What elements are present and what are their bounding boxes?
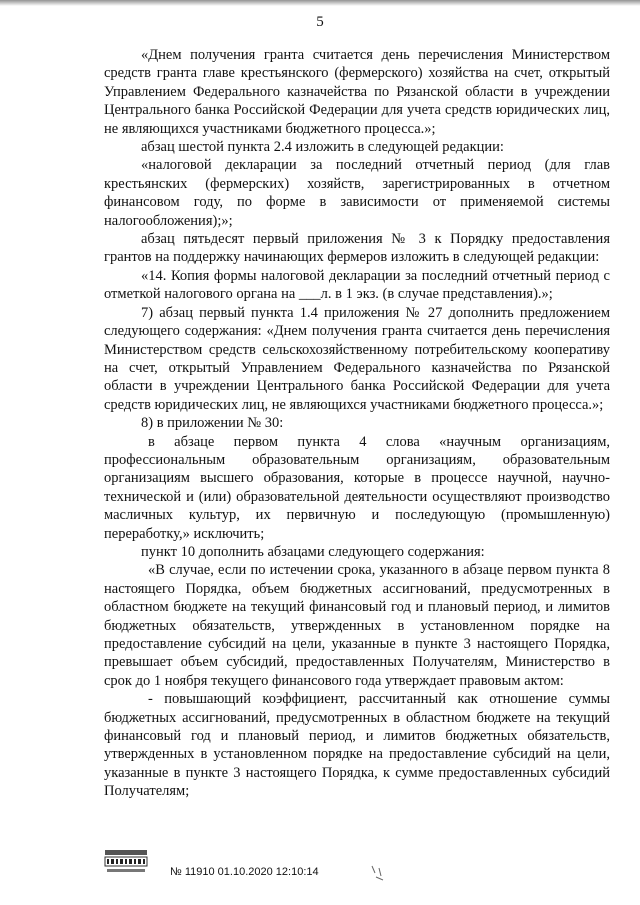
paragraph-grant-day: «Днем получения гранта считается день перечисления Министерством средств гранта главе крестьянского (фермерского) хозяйства на счет, открытый Управлением Федерального казначейства по Рязанской области в учреждении Центрального банка Российской Федерации для учета средств юридических лиц, не являющихся участниками бюджетного процесса.»; bbox=[104, 47, 610, 137]
paragraph-appendix-3: абзац пятьдесят первый приложения № 3 к Порядку предоставления грантов на поддержку начинающих фермеров изложить в следующей редакции: bbox=[104, 231, 610, 266]
paragraph-tax-declaration: «налоговой декларации за последний отчетный период (для глав крестьянских (фермерских) хозяйств, зарегистрированных в отчетном финансовом году, по форме в зависимости от применяемой системы налогообложения);»; bbox=[104, 157, 610, 229]
paragraph-item-10: пункт 10 дополнить абзацами следующего содержания: bbox=[141, 543, 485, 560]
paragraph-item-2-4: абзац шестой пункта 2.4 изложить в следующей редакции: bbox=[141, 139, 504, 156]
paragraph-item-14: «14. Копия формы налоговой декларации за последний отчетный период с отметкой налогового органа на ___л. в 1 экз. (в случае представления).»; bbox=[104, 267, 610, 303]
registration-number: № 11910 01.10.2020 12:10:14 bbox=[170, 866, 319, 878]
document-footer bbox=[104, 848, 610, 888]
paragraph-coefficient: - повышающий коэффициент, рассчитанный как отношение суммы бюджетных ассигнований, предусмотренных в областном бюджете на текущий финансовый год и плановый период, и лимитов бюджетных обязательств, утвержденных в установленном порядке на предоставление субсидий на цели, указанные в пункте 3 настоящего Порядка, к сумме предоставленных субсидий Получателям; bbox=[104, 691, 610, 800]
paragraph-item-4-words: в абзаце первом пункта 4 слова «научным организациям, профессиональным образовательным организациям, образовательным организациям высшего образования, которые в процессе научной, научно-технической и (или) образовательной деятельности осуществляют производство масличных культур, их первичную и последующую (промышленную) переработку,» исключить; bbox=[104, 433, 610, 542]
page-number: 5 bbox=[316, 14, 324, 30]
barcode-stamp-icon bbox=[104, 848, 148, 876]
scan-top-edge bbox=[0, 0, 640, 6]
paragraph-budget-case: «В случае, если по истечении срока, указанного в абзаце первом пункта 8 настоящего Порядка, объем бюджетных ассигнований, предусмотренных в областном бюджете на текущий финансовый год и плановый период, и лимитов бюджетных обязательств, утвержденных в установленном порядке на предоставление субсидий на цели, указанные в пункте 3 настоящего Порядка, превышает объем субсидий, предоставленных Получателям, Министерство в срок до 1 ноября текущего финансового года утверждает правовым актом: bbox=[104, 562, 610, 689]
document-body bbox=[104, 46, 610, 801]
scan-mark-icon bbox=[370, 864, 386, 882]
paragraph-item-7: 7) абзац первый пункта 1.4 приложения № 27 дополнить предложением следующего содержания: «Днем получения гранта считается день перечисления Министерством средств сельскохозяйственному потребительскому кооперативу на счет, открытый Управлением Федерального казначейства по Рязанской области в учреждении Центрального банка Российской Федерации для учета средств юридических лиц, не являющихся участниками бюджетного процесса.»; bbox=[104, 304, 610, 413]
paragraph-item-8: 8) в приложении № 30: bbox=[141, 415, 284, 432]
